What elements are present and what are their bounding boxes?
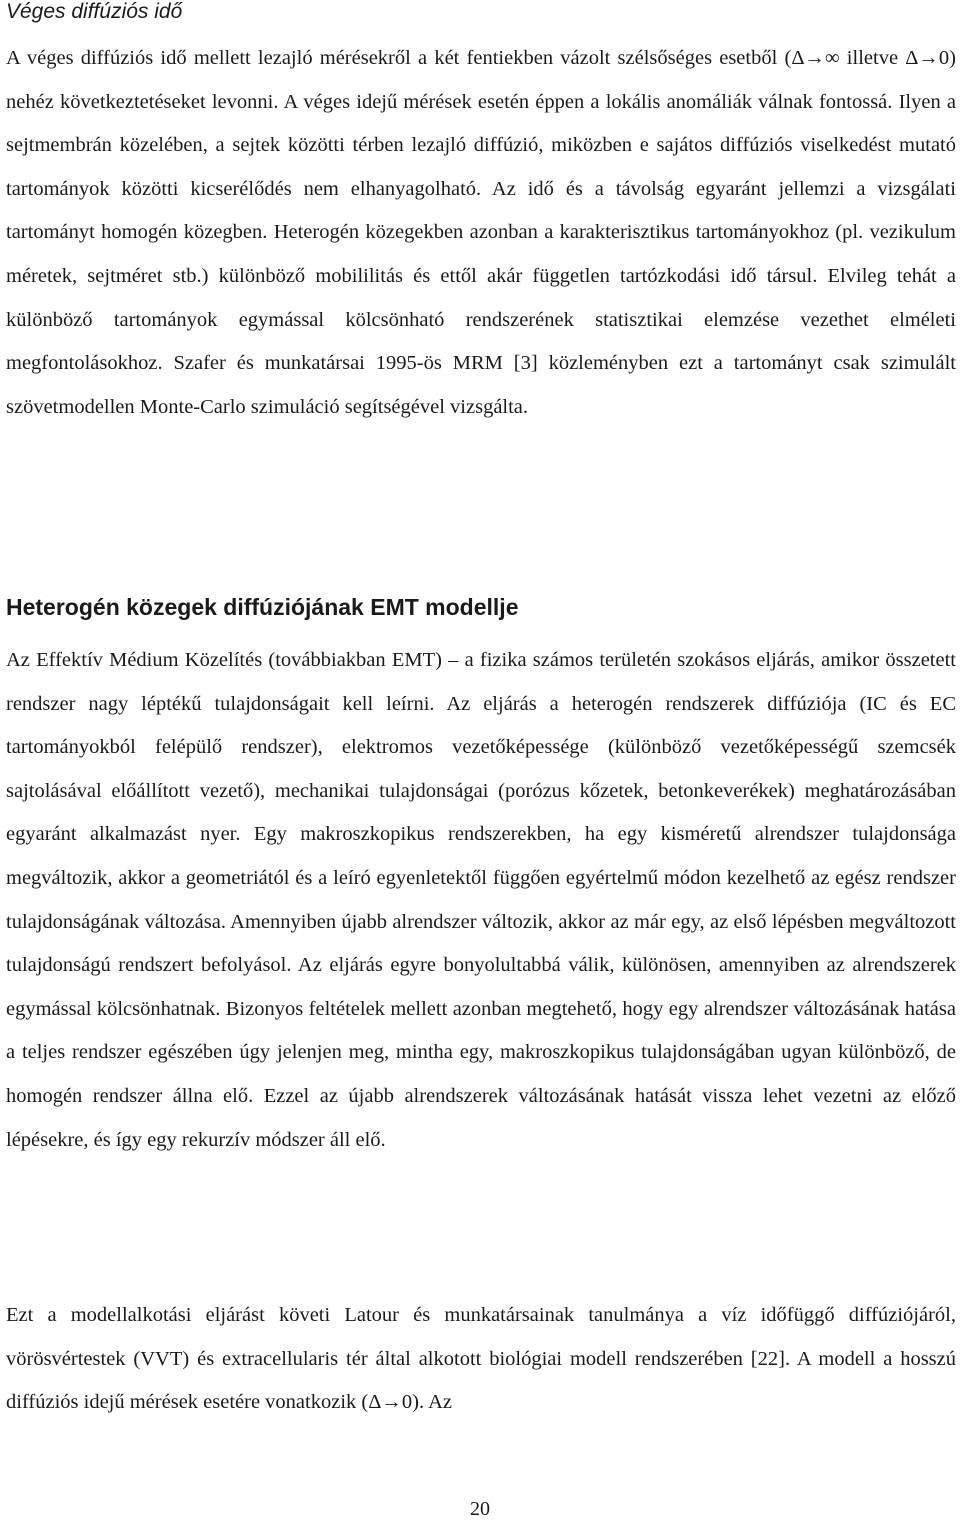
paragraph-latour-model: Ezt a modellalkotási eljárást követi Latour és munkatársainak tanulmánya a víz időfüggő diffúziójáról, vörösvértestek (VVT) és extracellularis tér által alkotott biológiai modell rendszerében [22]. A modell a hosszú diffúziós idejű mérések esetére vonatkozik (Δ→0). Az: [6, 1304, 956, 1414]
page-number: 20: [470, 1498, 490, 1520]
section-title-finite-diffusion-time: Véges diffúziós idő: [6, 0, 183, 23]
paragraph-emt-description: Az Effektív Médium Közelítés (továbbiakban EMT) – a fizika számos területén szokásos eljárás, amikor összetett rendszer nagy léptékű tulajdonságait kell leírni. Az eljárás a heterogén rendszerek diffúziója (IC és EC tartományokból felépülő rendszer), elektromos vezetőképessége (különböző vezetőképességű szemcsék sajtolásával előállított vezető), mechanikai tulajdonságai (porózus kőzetek, betonkeverékek) meghatározásában egyaránt alkalmazást nyer. Egy makroszkopikus rendszerekben, ha egy kisméretű alrendszer tulajdonsága megváltozik, akkor a geometriától és a leíró egyenletektől függően egyértelmű módon kezelhető az egész rendszer tulajdonságának változása. Amennyiben újabb alrendszer változik, akkor az már egy, az első lépésben megváltozott tulajdonságú rendszert befolyásol. Az eljárás egyre bonyolultabbá válik, különösen, amennyiben az alrendszerek egymással kölcsönhatnak. Bizonyos feltételek mellett azonban megtehető, hogy egy alrendszer változásának hatása a teljes rendszer egészében úgy jelenjen meg, mintha egy, makroszkopikus tulajdonságában ugyan különböző, de homogén rendszer állna elő. Ezzel az újabb alrendszerek változásának hatását vissza lehet vezetni az előző lépésekre, és így egy rekurzív módszer áll elő.: [6, 649, 956, 1151]
paragraph-finite-diffusion-time: A véges diffúziós idő mellett lezajló mérésekről a két fentiekben vázolt szélsőséges esetből (Δ→∞ illetve Δ→0) nehéz következtetéseket levonni. A véges idejű mérések esetén éppen a lokális anomáliák válnak fontossá. Ilyen a sejtmembrán közelében, a sejtek közötti térben lezajló diffúzió, miközben e sajátos diffúziós viselkedést mutató tartományok közötti kicserélődés nem elhanyagolható. Az idő és a távolság egyaránt jellemzi a vizsgálati tartományt homogén közegben. Heterogén közegekben azonban a karakterisztikus tartományokhoz (pl. vezikulum méretek, sejtméret stb.) különböző mobililitás és ettől akár független tartózkodási idő társul. Elvileg tehát a különböző tartományok egymással kölcsönható rendszerének statisztikai elemzése vezethet elméleti megfontolásokhoz. Szafer és munkatársai 1995-ös MRM [3] közleményben ezt a tartományt csak szimulált szövetmodellen Monte-Carlo szimuláció segítségével vizsgálta.: [6, 47, 956, 418]
section-title-emt-model: Heterogén közegek diffúziójának EMT modellje: [6, 594, 519, 620]
